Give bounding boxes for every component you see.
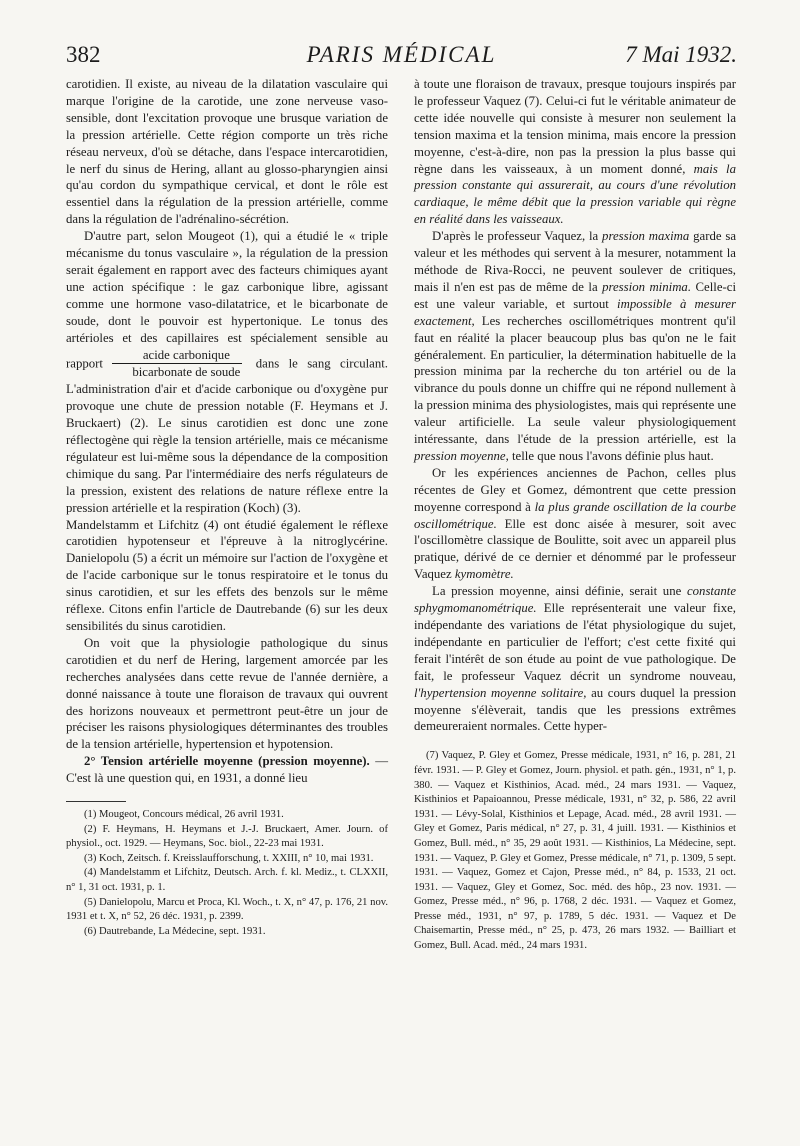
paragraph <box>414 583 736 735</box>
paragraph-text: dans le sang circulant. L'administration d'air et d'acide carbonique ou d'oxygène pur provoque une chute de pression notable (F. Heymans et J. Bruckaert) (2). Le sinus carotidien est donc une zone réflectogène qui règle la tension artérielle, mais ce mécanisme régulateur est lui-même sous la dépendance de la composition chimique du sang. Par l'intermédiaire des nerfs régulateurs de la pression, existent des relations de nature réflexe entre la pression artérielle et la respiration (Koch) (3). <box>66 355 388 515</box>
paragraph <box>414 228 736 465</box>
emphasis: pression maxima <box>602 229 690 244</box>
paragraph-text: Les recherches oscillométriques montrent qu'il faut en réalité la placer beaucoup plus bas qu'on ne le fait généralement. En particulier, la détermination habituelle de la pression minima par la recherche du ton artériel ou de la vibrance du pouls donne un chiffre qui ne répond nullement à la pression minima des physiologistes, mais qui représente une valeur artificielle. La seule valeur physiologiquement intéressante, dans l'étude de la pression artérielle, est la <box>414 313 736 447</box>
page-header <box>66 42 737 76</box>
paragraph-text: Elle représenterait une valeur fixe, indépendante des variations de l'état physiologique du sujet, indépendante en particulier de l'effort; c'est cette fixité qui ferait l'intérêt de son étude au point de vue pathologique. De fait, le professeur Vaquez décrit un syndrome nouveau, <box>414 601 737 683</box>
paragraph: On voit que la physiologie pathologique du sinus carotidien et du nerf de Hering, largement amorcée par les recherches analysées dans cette revue de l'année dernière, a donné naissance à toute une floraison de travaux qui ouvrent des horizons nouveaux et permettront peut-être un jour de préciser les raisons physiologiques déterminantes des troubles de la tension artérielle, hypertension et hypotension. <box>66 635 388 752</box>
fraction <box>112 347 242 382</box>
page-number: 382 <box>66 42 101 67</box>
footnote: (1) Mougeot, Concours médical, 26 avril 1931. <box>84 809 284 821</box>
paragraph <box>66 228 388 516</box>
paragraph-text: au cours duquel la pression moyenne s'élèverait, tandis que les pressions extrêmes demeureraient normales. Cette hyper- <box>414 685 737 734</box>
paragraph-text: telle que nous l'avons définie plus haut. <box>511 448 714 463</box>
paragraph-text: — C'est là une question qui, en 1931, a donné lieu <box>66 754 388 786</box>
emphasis: impossible à mesurer exactement, <box>414 296 737 328</box>
fraction-denominator: bicarbonate de soude <box>132 365 241 380</box>
section-heading: 2° Tension artérielle moyenne (pression moyenne). <box>84 754 370 769</box>
issue-date: 7 Mai 1932. <box>625 42 737 67</box>
paragraph: Mandelstamm et Lifchitz (4) ont étudié également le réflexe carotidien hypotenseur et l'épreuve à la nitroglycérine. Danielopolu (5) a écrit un mémoire sur l'action de l'oxygène et de l'acide carbonique sur le tonus respiratoire et le tonus du sinus carotidien, et sur les effets des benzols sur le même réflexe. Citons enfin l'article de Dautrebande (6) sur les deux sensibilités du sinus carotidien. <box>66 517 388 633</box>
emphasis: mais la pression constante qui assurerait, au cours d'une révolution cardiaque, le même débit que la pression variable qui règne en réalité dans les vaisseaux. <box>414 161 736 227</box>
paragraph <box>414 465 736 583</box>
footnote-7: (7) Vaquez, P. Gley et Gomez, Presse médicale, 1931, n° 16, p. 281, 21 févr. 1931. — P. Gley et Gomez, Journ. physiol. et path. gén., 1931, n° 1, p. 380. — Vaquez et Kisthinios, Acad. méd., 24 mars 1931. — Vaquez, Kisthinios et Papaioannou, Presse médicale, 1931, n° 32, p. 586, 22 avril 1931. — Lévy-Solal, Kisthinios et Lepage, Acad. méd., 28 avril 1931. — Gley et Gomez, Paris médical, n° 27, p. 31, 4 juill. 1931. — Kisthinios et Gomez, Bull. méd., n° 35, 29 août 1931. — Kisthinios, La Médecine, sept. 1931. — Vaquez, P. Gley et Gomez, Presse médicale, n° 71, p. 1309, 5 sept. 1931. — Vaquez, Gomez et Cajon, Presse méd., n° 84, p. 1533, 21 oct. 1931. — Vaquez, Gley et Gomez, Soc. méd. des hôp., 23 nov. 1931. — Gomez, Presse méd., n° 96, p. 1768, 2 déc. 1931. — Vaquez et Gomez, Presse méd., 1931, n° 97, p. 1789, 5 déc. 1931. — Vaquez et De Chaisemartin, Presse méd., n° 25, p. 473, 26 mars 1932. — Bailliart et Gomez, Bull. Acad. méd., 24 mars 1931. <box>414 750 736 952</box>
emphasis: l'hypertension moyenne solitaire, <box>414 685 587 700</box>
emphasis: constante sphygmomanométrique. <box>414 584 737 616</box>
footnote: (4) Mandelstamm et Lifchitz, Deutsch. Arch. f. kl. Mediz., t. CLXXII, n° 1, 31 oct. 1931, p. 1. <box>66 867 388 894</box>
fraction-numerator: acide carbonique <box>112 347 242 365</box>
footnote: (5) Danielopolu, Marcu et Proca, Kl. Woch., t. X, n° 47, p. 176, 21 nov. 1931 et t. X, n° 52, 26 déc. 1931, p. 2399. <box>66 896 388 923</box>
emphasis: kymomètre. <box>454 567 514 582</box>
paragraph-text: D'après le professeur Vaquez, la <box>432 229 599 244</box>
journal-title: PARIS MÉDICAL <box>306 42 497 67</box>
emphasis: la plus grande oscillation de la courbe oscillométrique. <box>414 499 736 531</box>
paragraph-text: D'autre part, selon Mougeot (1), qui a étudié le « triple mécanisme du tonus vasculaire », la régulation de la pression serait également en rapport avec des facteurs chimiques ayant une action spécifique : le gaz carbonique libre, agissant comme une hormone vaso-dilatatrice, et le bicarbonate de soude, dont le pouvoir est hypertonique. Le tonus des artérioles et des capillaires est spécialement sensible au rapport <box>66 229 388 370</box>
paragraph-text: Or les expériences anciennes de Pachon, celles plus récentes de Gley et Gomez, démontrent que cette pression moyenne correspond à <box>414 465 736 514</box>
paragraph-text: Celle-ci est une valeur variable, et surtout <box>414 279 737 311</box>
footnote-divider <box>66 801 126 802</box>
footnote: (6) Dautrebande, La Médecine, sept. 1931. <box>84 925 266 937</box>
paragraph-text: Elle est donc aisée à mesurer, soit avec l'oscillomètre classique de Boulitte, soit avec un appareil plus pratique, dérivé de ce dernier et dénommé par le professeur Vaquez <box>414 516 736 582</box>
emphasis: pression minima. <box>602 279 692 294</box>
emphasis: pression moyenne, <box>414 448 509 463</box>
section-paragraph <box>66 753 388 787</box>
left-column <box>66 76 388 939</box>
paragraph <box>414 76 736 228</box>
paragraph-text: garde sa valeur et les méthodes qui servent à la mesurer, notamment la méthode de Riva-Rocci, ne peuvent soulever de critiques, mais il n'en est pas de même de la <box>414 229 737 294</box>
right-column <box>414 76 736 954</box>
paragraph-text: La pression moyenne, ainsi définie, serait une <box>432 584 682 599</box>
paragraph: carotidien. Il existe, au niveau de la dilatation vasculaire qui marque l'origine de la carotide, une zone nerveuse vaso-sensible, dont l'excitation provoque une brusque variation de la pression artérielle. Cette région comporte un très riche réseau nerveux, d'où se détache, dans l'espace intercarotidien, le nerf du sinus de Hering, allant au glosso-pharyngien ainsi qu'au cordon du sympathique cervical, et dont le rôle est essentiel dans la régulation de la pression artérielle, comme dans la régulation de l'adrénalino-sécrétion. <box>66 77 388 227</box>
footnote: (3) Koch, Zeitsch. f. Kreisslaufforschung, t. XXIII, n° 10, mai 1931. <box>84 852 374 864</box>
paragraph-text: à toute une floraison de travaux, presque toujours inspirés par le professeur Vaquez (7). Celui-ci fut le véritable animateur de cette idée nouvelle qui consiste à mesurer non seulement la tension maxima et la tension minima, mais encore la pression moyenne, c'est-à-dire, non pas la pression la plus basse qui règne dans les vaisseaux, à un moment donné, <box>414 77 736 176</box>
footnote: (2) F. Heymans, H. Heymans et J.-J. Bruckaert, Amer. Journ. of physiol., oct. 1929. — Heymans, Soc. biol., 22-23 mai 1931. <box>66 823 388 850</box>
